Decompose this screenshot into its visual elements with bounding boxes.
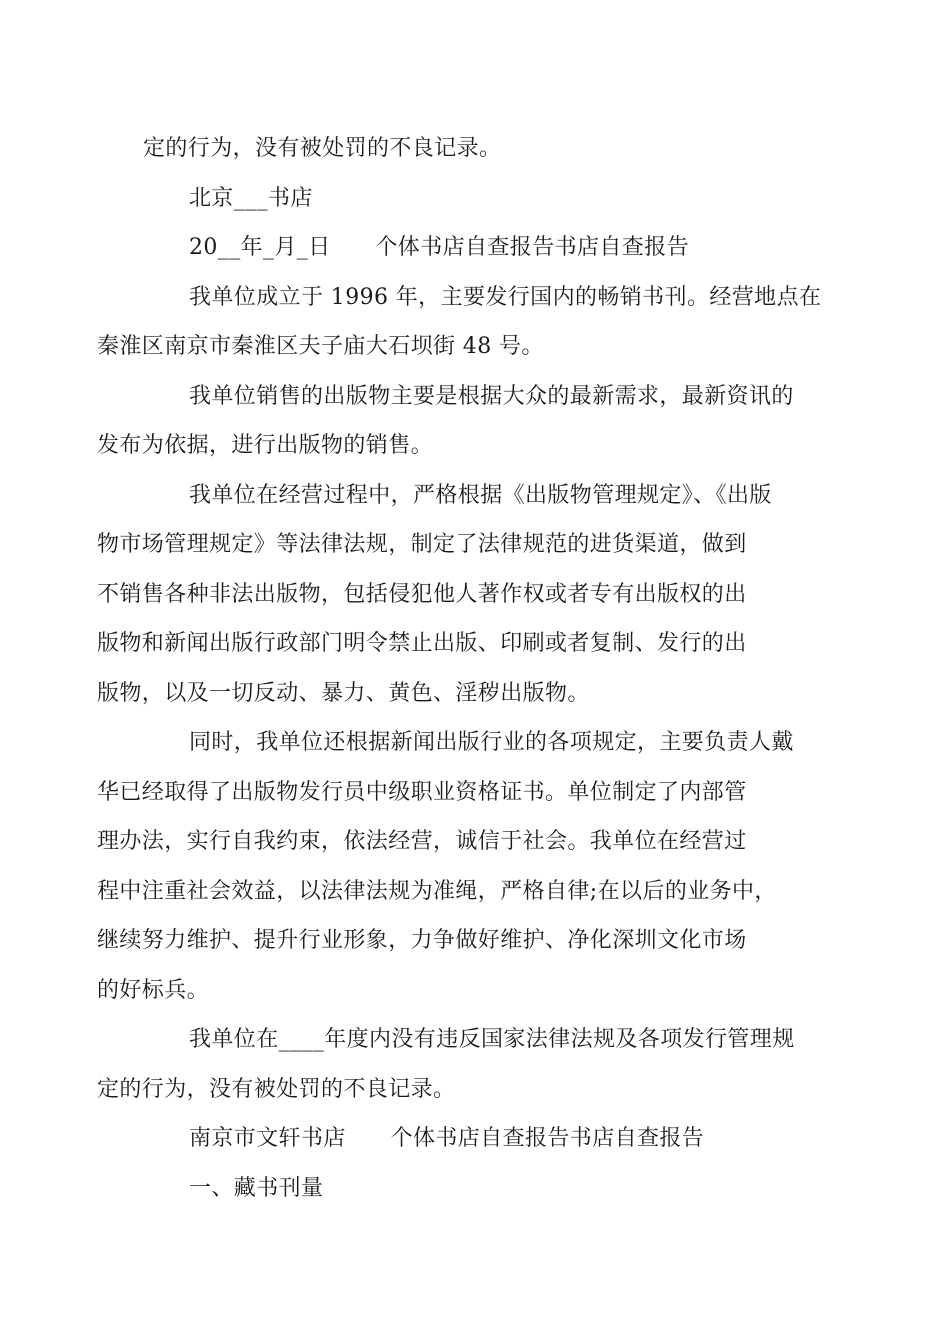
text-line: 南京市文轩书店 个体书店自查报告书店自查报告	[189, 1126, 705, 1151]
text-line: 华已经取得了出版物发行员中级职业资格证书。单位制定了内部管	[97, 779, 747, 805]
document-page	[97, 124, 823, 1213]
text-line: 理办法，实行自我约束，依法经营，诚信于社会。我单位在经营过	[97, 829, 747, 854]
paragraph-9	[143, 1114, 823, 1164]
text-line: 继续努力维护、提升行业形象，力争做好维护、净化深圳文化市场	[97, 928, 747, 953]
text-line: 不销售各种非法出版物，包括侵犯他人著作权或者专有出版权的出	[97, 581, 747, 607]
text-line: 我单位在经营过程中，严格根据《出版物管理规定》、《出版	[189, 482, 772, 508]
text-line: 物市场管理规定》等法律法规，制定了法律规范的进货渠道，做到	[97, 532, 747, 557]
text-line: 定的行为，没有被处罚的不良记录。	[97, 1076, 456, 1102]
text-line: 发布为依据，进行出版物的销售。	[97, 433, 434, 458]
text-line: 我单位销售的出版物主要是根据大众的最新需求，最新资讯的	[189, 383, 794, 409]
text-line: 的好标兵。	[97, 977, 210, 1003]
text-line: 我单位成立于 1996 年，主要发行国内的畅销书刊。经营地点在	[189, 284, 822, 310]
paragraph-6	[97, 471, 823, 719]
section-heading: 一、藏书刊量	[189, 1175, 324, 1201]
text-line: 我单位在____年度内没有违反国家法律法规及各项发行管理规	[189, 1027, 795, 1052]
paragraph-8	[97, 1015, 823, 1114]
text-line: 版物和新闻出版行政部门明令禁止出版、印刷或者复制、发行的出	[97, 631, 747, 656]
paragraph-4	[97, 273, 823, 372]
text-line: 北京___书店	[189, 185, 313, 211]
text-line: 版物，以及一切反动、暴力、黄色、淫秽出版物。	[97, 680, 590, 706]
text-line: 同时，我单位还根据新闻出版行业的各项规定，主要负责人戴	[189, 730, 794, 755]
text-line: 定的行为，没有被处罚的不良记录。	[143, 136, 502, 161]
paragraph-2	[143, 174, 823, 224]
paragraph-5	[97, 372, 823, 471]
paragraph-3	[143, 223, 823, 273]
paragraph-1	[143, 124, 823, 174]
text-line: 程中注重社会效益，以法律法规为准绳，严格自律;在以后的业务中，	[97, 878, 777, 904]
text-line: 20__年_月_日 个体书店自查报告书店自查报告	[189, 235, 689, 260]
paragraph-7	[97, 718, 823, 1015]
text-line: 秦淮区南京市秦淮区夫子庙大石坝街 48 号。	[97, 334, 544, 359]
paragraph-10	[143, 1164, 823, 1214]
